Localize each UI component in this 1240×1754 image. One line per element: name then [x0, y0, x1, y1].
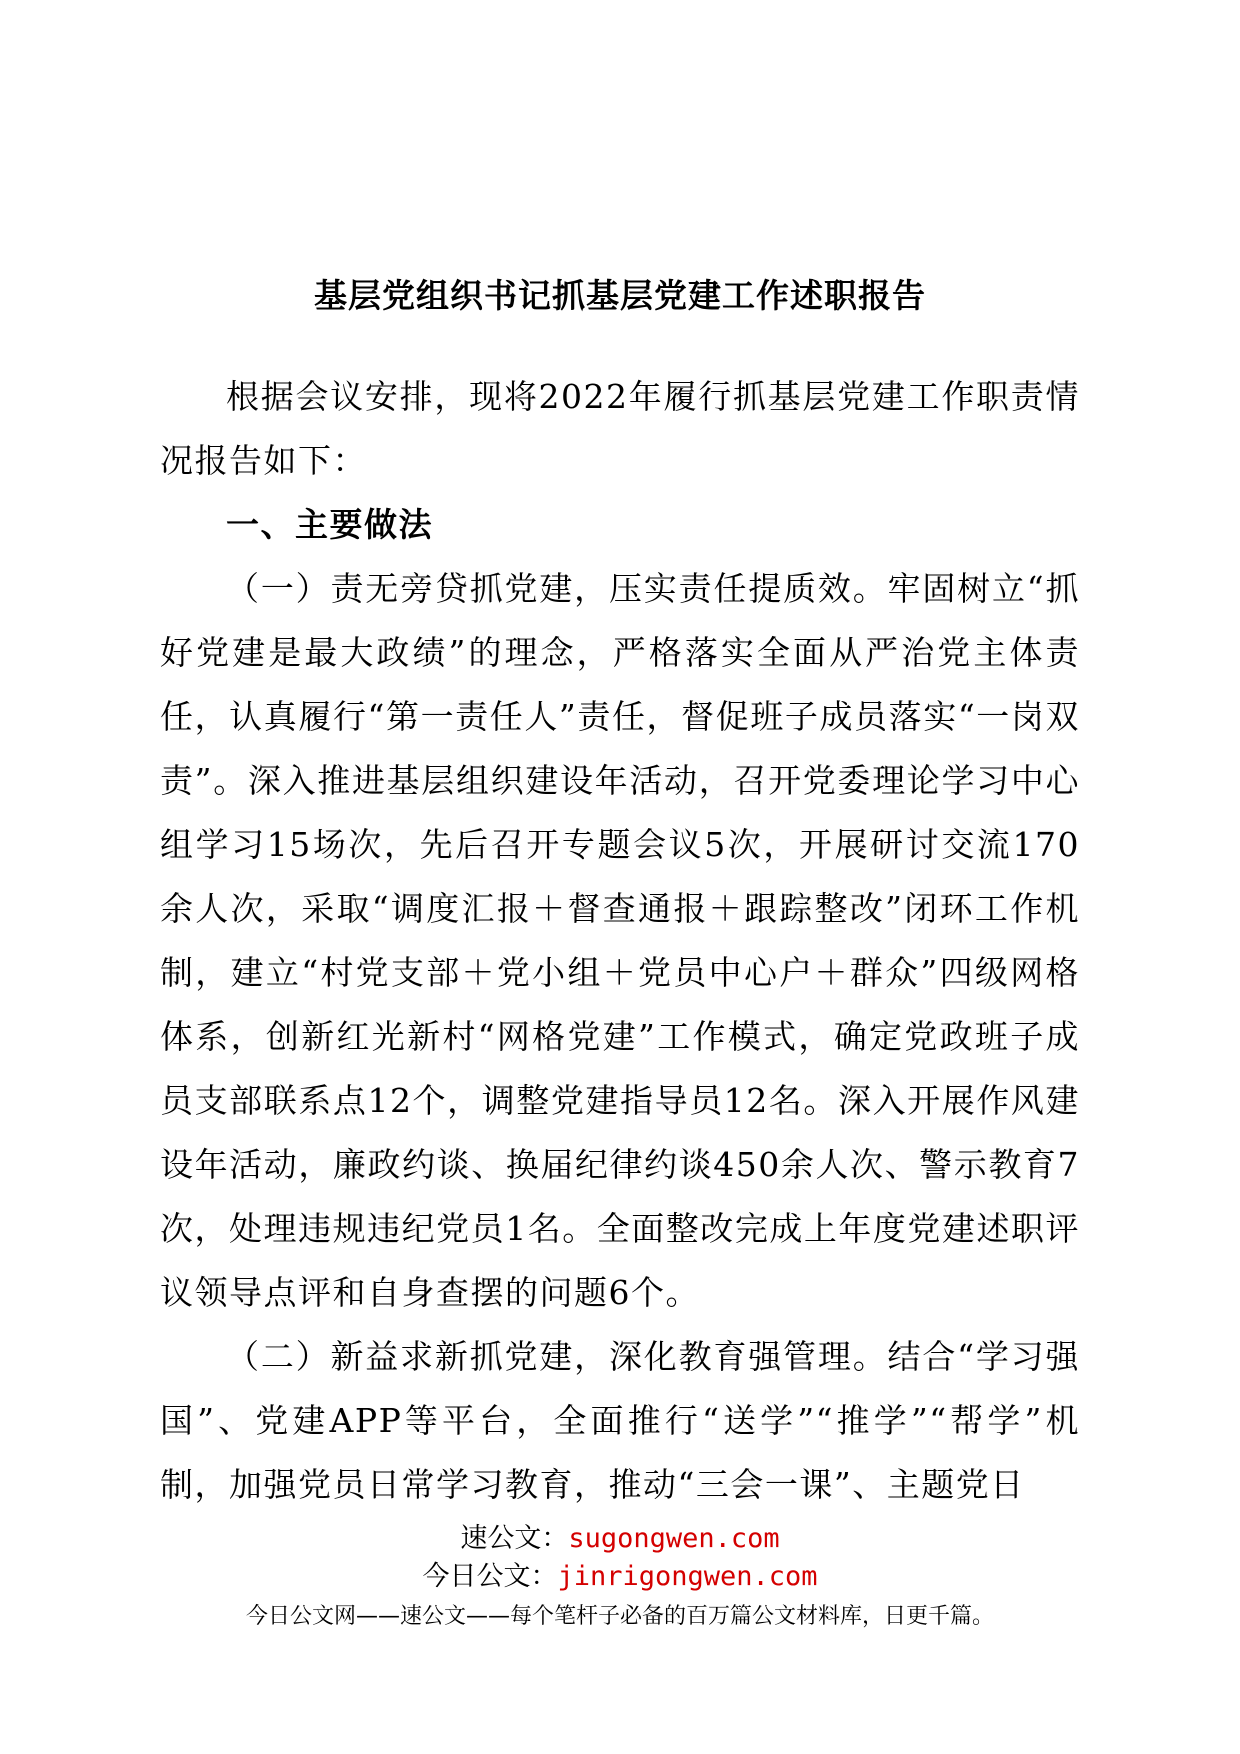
footer-line-1 — [0, 1520, 1240, 1558]
body-paragraph-2: （二）新益求新抓党建，深化教育强管理。结合“学习强国”、党建APP等平台，全面推行“送学”“推学”“帮学”机制，加强党员日常学习教育，推动“三会一课”、主题党日 — [160, 1337, 1080, 1504]
footer-link-2[interactable]: jinrigongwen.com — [557, 1561, 818, 1592]
document-title: 基层党组织书记抓基层党建工作述职报告 — [314, 276, 926, 315]
intro-paragraph: 根据会议安排，现将2022年履行抓基层党建工作职责情况报告如下： — [160, 377, 1080, 480]
footer-link-1[interactable]: sugongwen.com — [568, 1523, 780, 1554]
footer-label-2: 今日公文： — [422, 1561, 558, 1592]
document-body — [160, 365, 1080, 1517]
footer-slogan: 今日公文网——速公文——每个笔杆子必备的百万篇公文材料库，日更千篇。 — [245, 1604, 994, 1629]
footer-line-2 — [0, 1558, 1240, 1596]
body-paragraph-1: （一）责无旁贷抓党建，压实责任提质效。牢固树立“抓好党建是最大政绩”的理念，严格落实全面从严治党主体责任，认真履行“第一责任人”责任，督促班子成员落实“一岗双责”。深入推进基层组织建设年活动，召开党委理论学习中心组学习15场次，先后召开专题会议5次，开展研讨交流170余人次，采取“调度汇报＋督查通报＋跟踪整改”闭环工作机制，建立“村党支部＋党小组＋党员中心户＋群众”四级网格体系，创新红光新村“网格党建”工作模式，确定党政班子成员支部联系点12个，调整党建指导员12名。深入开展作风建设年活动，廉政约谈、换届纪律约谈450余人次、警示教育7次，处理违规违纪党员1名。全面整改完成上年度党建述职评议领导点评和自身查摆的问题6个。 — [160, 569, 1080, 1312]
section-heading: 一、主要做法 — [226, 505, 433, 544]
footer-label-1: 速公文： — [460, 1523, 569, 1554]
watermark-footer — [0, 1520, 1240, 1634]
